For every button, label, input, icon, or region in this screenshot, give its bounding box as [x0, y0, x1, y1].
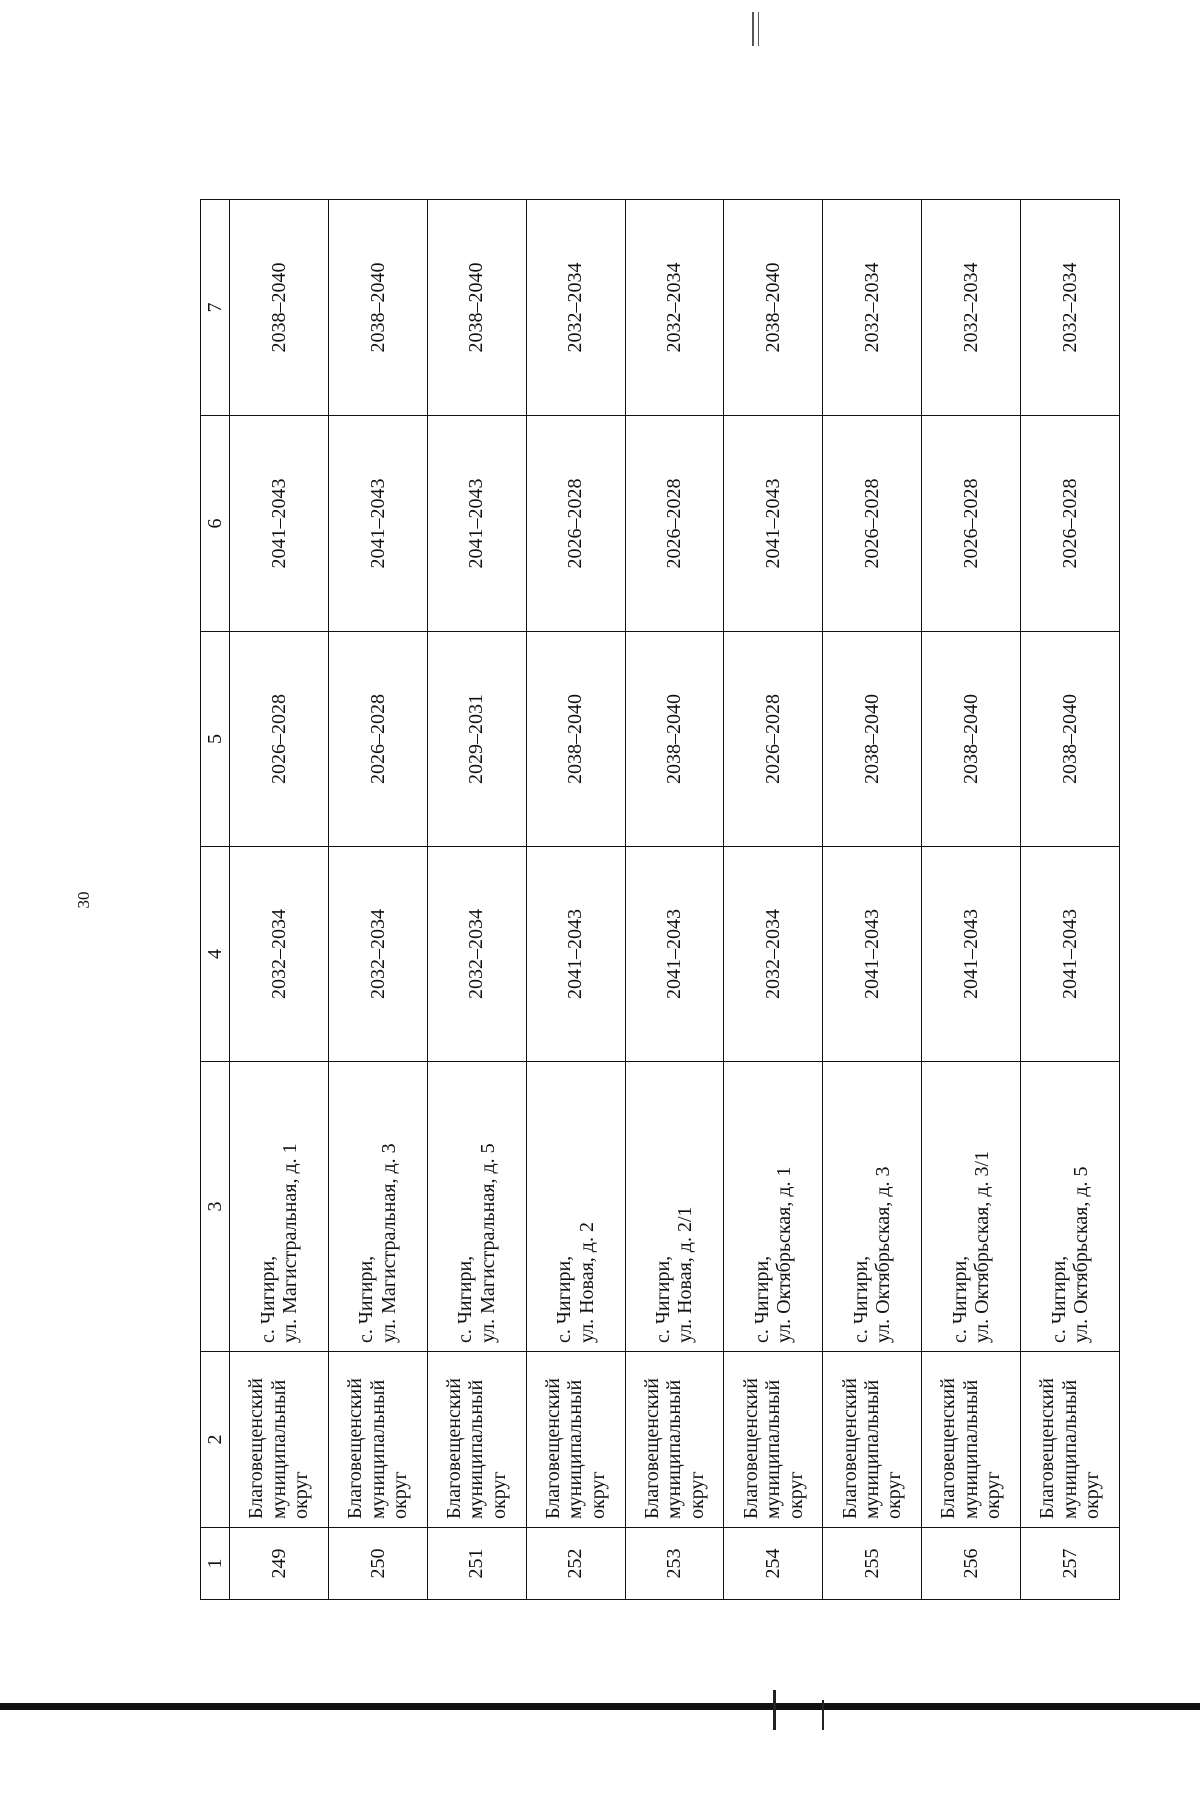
period-col5: 2038–2040 [823, 632, 922, 847]
period-col6: 2026–2028 [922, 416, 1021, 632]
address-cell [328, 1062, 427, 1352]
address-line2: ул. Магистральная, д. 5 [476, 1143, 499, 1343]
address-line1: с. Чигири, [849, 1255, 872, 1343]
period-col7: 2032–2034 [1021, 200, 1120, 416]
table-row [328, 200, 427, 1600]
row-number: 257 [1021, 1528, 1120, 1600]
period-col5: 2026–2028 [230, 632, 329, 847]
period-col4: 2041–2043 [625, 847, 724, 1062]
address-line2: ул. Октябрьская, д. 3 [872, 1166, 895, 1343]
period-col6: 2041–2043 [230, 416, 329, 632]
period-col5: 2038–2040 [625, 632, 724, 847]
header-cell: 5 [201, 632, 230, 847]
period-col4: 2041–2043 [1021, 847, 1120, 1062]
row-number: 255 [823, 1528, 922, 1600]
district-cell: Благовещенский муниципальный округ [1021, 1352, 1120, 1528]
header-cell: 1 [201, 1528, 230, 1600]
address-line1: с. Чигири, [652, 1255, 675, 1343]
period-col6: 2026–2028 [823, 416, 922, 632]
row-number: 252 [526, 1528, 625, 1600]
table-row [823, 200, 922, 1600]
period-col6: 2026–2028 [526, 416, 625, 632]
header-cell: 7 [201, 200, 230, 416]
period-col5: 2026–2028 [724, 632, 823, 847]
district-cell: Благовещенский муниципальный округ [230, 1352, 329, 1528]
row-number: 253 [625, 1528, 724, 1600]
period-col4: 2032–2034 [427, 847, 526, 1062]
row-number: 249 [230, 1528, 329, 1600]
address-line2: ул. Магистральная, д. 1 [278, 1143, 301, 1343]
address-line2: ул. Магистральная, д. 3 [377, 1143, 400, 1343]
period-col4: 2041–2043 [922, 847, 1021, 1062]
period-col5: 2038–2040 [526, 632, 625, 847]
row-number: 250 [328, 1528, 427, 1600]
address-cell [427, 1062, 526, 1352]
period-col7: 2038–2040 [724, 200, 823, 416]
page-number: 30 [74, 891, 93, 909]
header-cell: 4 [201, 847, 230, 1062]
period-col7: 2032–2034 [526, 200, 625, 416]
address-line2: ул. Октябрьская, д. 5 [1070, 1166, 1092, 1343]
period-col5: 2026–2028 [328, 632, 427, 847]
scan-artifact-mark [822, 1700, 824, 1730]
address-line2: ул. Новая, д. 2 [575, 1222, 598, 1343]
period-col5: 2029–2031 [427, 632, 526, 847]
district-cell: Благовещенский муниципальный округ [823, 1352, 922, 1528]
period-col4: 2032–2034 [724, 847, 823, 1062]
row-number: 254 [724, 1528, 823, 1600]
header-cell: 2 [201, 1352, 230, 1528]
period-col4: 2041–2043 [526, 847, 625, 1062]
period-col7: 2038–2040 [328, 200, 427, 416]
scan-artifact-mark [773, 1690, 776, 1730]
address-cell [922, 1062, 1021, 1352]
table-row [922, 200, 1021, 1600]
period-col4: 2032–2034 [230, 847, 329, 1062]
period-col5: 2038–2040 [1021, 632, 1120, 847]
scan-artifact-mark [752, 12, 754, 46]
table-row [625, 200, 724, 1600]
period-col6: 2041–2043 [724, 416, 823, 632]
period-col7: 2032–2034 [922, 200, 1021, 416]
address-cell [526, 1062, 625, 1352]
table-row [230, 200, 329, 1600]
address-cell [1021, 1062, 1120, 1352]
schedule-table [200, 199, 1120, 1600]
address-cell [230, 1062, 329, 1352]
period-col5: 2038–2040 [922, 632, 1021, 847]
table-row [427, 200, 526, 1600]
address-cell [625, 1062, 724, 1352]
address-cell [823, 1062, 922, 1352]
scan-artifact-mark [758, 12, 759, 46]
district-cell: Благовещенский муниципальный округ [427, 1352, 526, 1528]
period-col6: 2026–2028 [1021, 416, 1120, 632]
address-line2: ул. Октябрьская, д. 3/1 [971, 1150, 994, 1343]
address-line2: ул. Октябрьская, д. 1 [773, 1166, 796, 1343]
period-col7: 2032–2034 [823, 200, 922, 416]
row-number: 256 [922, 1528, 1021, 1600]
header-cell: 3 [201, 1062, 230, 1352]
period-col6: 2041–2043 [328, 416, 427, 632]
rotated-table-frame [200, 200, 1120, 1600]
address-line1: с. Чигири, [1047, 1255, 1070, 1343]
address-line1: с. Чигири, [750, 1255, 773, 1343]
period-col6: 2041–2043 [427, 416, 526, 632]
address-line1: с. Чигири, [355, 1255, 378, 1343]
period-col7: 2038–2040 [427, 200, 526, 416]
schedule-table-container [200, 200, 1120, 1600]
address-line1: с. Чигири, [454, 1255, 477, 1343]
table-row [724, 200, 823, 1600]
district-cell: Благовещенский муниципальный округ [922, 1352, 1021, 1528]
address-line1: с. Чигири, [948, 1255, 971, 1343]
district-cell: Благовещенский муниципальный округ [526, 1352, 625, 1528]
header-cell: 6 [201, 416, 230, 632]
district-cell: Благовещенский муниципальный округ [724, 1352, 823, 1528]
table-row [1021, 200, 1120, 1600]
period-col4: 2032–2034 [328, 847, 427, 1062]
period-col6: 2026–2028 [625, 416, 724, 632]
address-line1: с. Чигири, [553, 1255, 576, 1343]
period-col7: 2032–2034 [625, 200, 724, 416]
district-cell: Благовещенский муниципальный округ [328, 1352, 427, 1528]
address-line2: ул. Новая, д. 2/1 [674, 1206, 697, 1343]
period-col4: 2041–2043 [823, 847, 922, 1062]
scan-edge-bar [0, 1703, 1200, 1710]
period-col7: 2038–2040 [230, 200, 329, 416]
address-cell [724, 1062, 823, 1352]
header-row [201, 200, 230, 1600]
district-cell: Благовещенский муниципальный округ [625, 1352, 724, 1528]
table-row [526, 200, 625, 1600]
address-line1: с. Чигири, [256, 1255, 279, 1343]
row-number: 251 [427, 1528, 526, 1600]
